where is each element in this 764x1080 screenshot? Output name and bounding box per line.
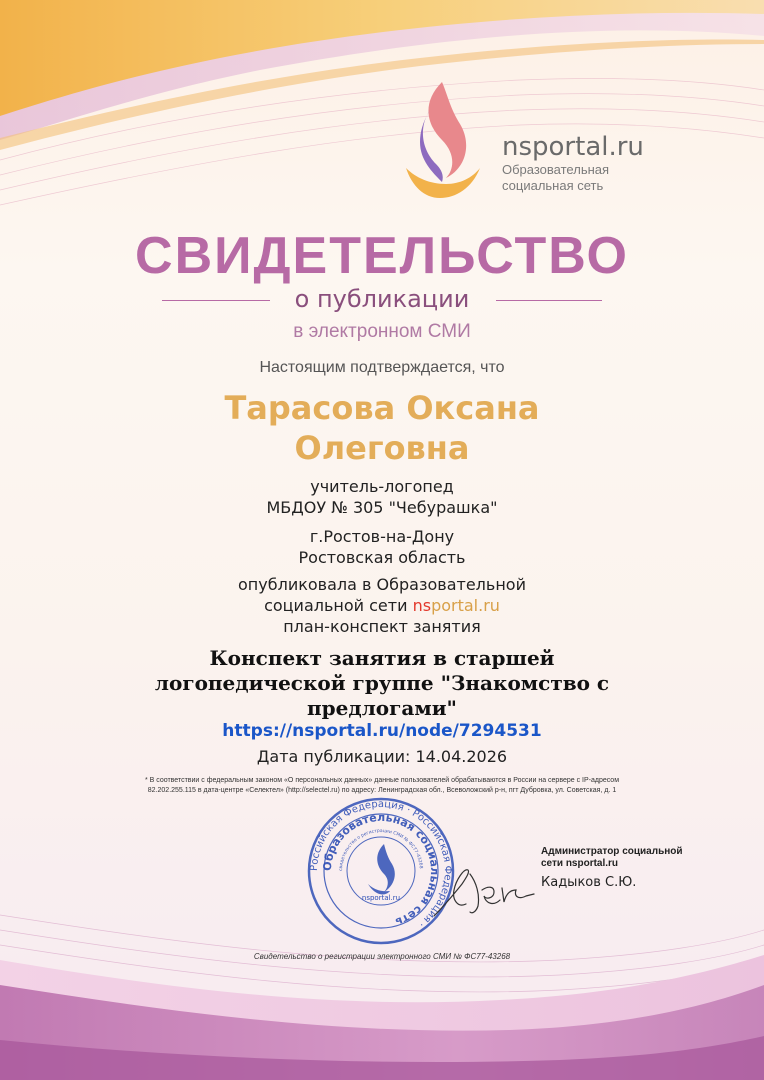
published-brand-portal: portal.ru [431,596,500,615]
published-line-1: опубликовала в Образовательной [238,575,526,594]
recipient-name-line-2: Олеговна [294,429,470,467]
recipient-city: г.Ростов-на-Дону [309,527,455,546]
brand-subtitle-1: Образовательная [502,162,610,177]
media-registration: Свидетельство о регистрации электронного СМИ № ФС77-43268 [253,952,511,961]
seal-flame-icon [377,844,395,892]
work-title-line-3: предлогами" [307,696,457,720]
published-brand-ns: ns [412,596,432,615]
work-title-line-1: Конспект занятия в старшей [209,646,555,670]
seal-middle-text: Образовательная социальная сеть [320,810,442,929]
publication-date-value: 14.04.2026 [415,747,508,766]
certificate-subtitle-2: в электронном СМИ [293,321,471,342]
seal-outer-text: Российская Федерация · Российская Федерация · [308,798,454,930]
nsportal-flame-logo [402,80,482,200]
seal-center-label: nsportal.ru [361,894,401,902]
recipient-region: Ростовская область [298,548,466,567]
publication-date [0,746,764,768]
seal-inner-text: свидетельство о регистрации СМИ № ФС77-43268 [338,828,423,872]
brand-subtitle-2: социальная сеть [502,178,604,193]
recipient-organization: МБДОУ № 305 "Чебурашка" [266,498,498,517]
published-line-2-prefix: социальной сети [264,596,413,615]
brand-name: nsportal.ru [502,132,644,162]
recipient-position: учитель-логопед [310,477,454,496]
recipient-name-line-1: Тарасова Оксана [224,389,540,427]
admin-title-1: Администратор социальной [541,846,683,857]
recipient-name [0,388,764,468]
handwritten-signature [430,860,540,920]
footnote-line-2: 82.202.255.115 в дата-центре «Селектел» (http://selectel.ru) по адресу: Ленинградская обл., Всеволожский р-н, пгт Дубровка, ул. Советская, д. 1 [147,787,617,794]
admin-block [541,846,721,892]
work-title [0,646,764,721]
subtitle-text: о публикации [294,285,470,313]
subtitle-row [0,284,764,314]
admin-title-2: сети nsportal.ru [541,858,619,869]
confirm-text: Настоящим подтверждается, что [259,359,505,376]
publication-date-label: Дата публикации: [256,747,416,766]
footnote-line-1: * В соответствии с федеральным законом «О персональных данных» данные пользователей обрабатываются в России на сервере с IP-адресом [144,777,620,784]
certificate-subtitle [0,284,764,314]
personal-data-footnote [100,776,664,796]
certificate-title: СВИДЕТЕЛЬСТВО [135,227,629,285]
recipient-job [0,476,764,518]
material-type: план-конспект занятия [283,617,481,636]
published-line-2 [0,595,764,616]
recipient-location [0,526,764,568]
admin-name: Кадыков С.Ю. [541,875,637,890]
work-title-line-2: логопедической группе "Знакомство с [154,671,610,695]
publication-link[interactable]: https://nsportal.ru/node/7294531 [222,721,542,741]
brand-block [502,132,644,194]
publication-statement [0,574,764,637]
